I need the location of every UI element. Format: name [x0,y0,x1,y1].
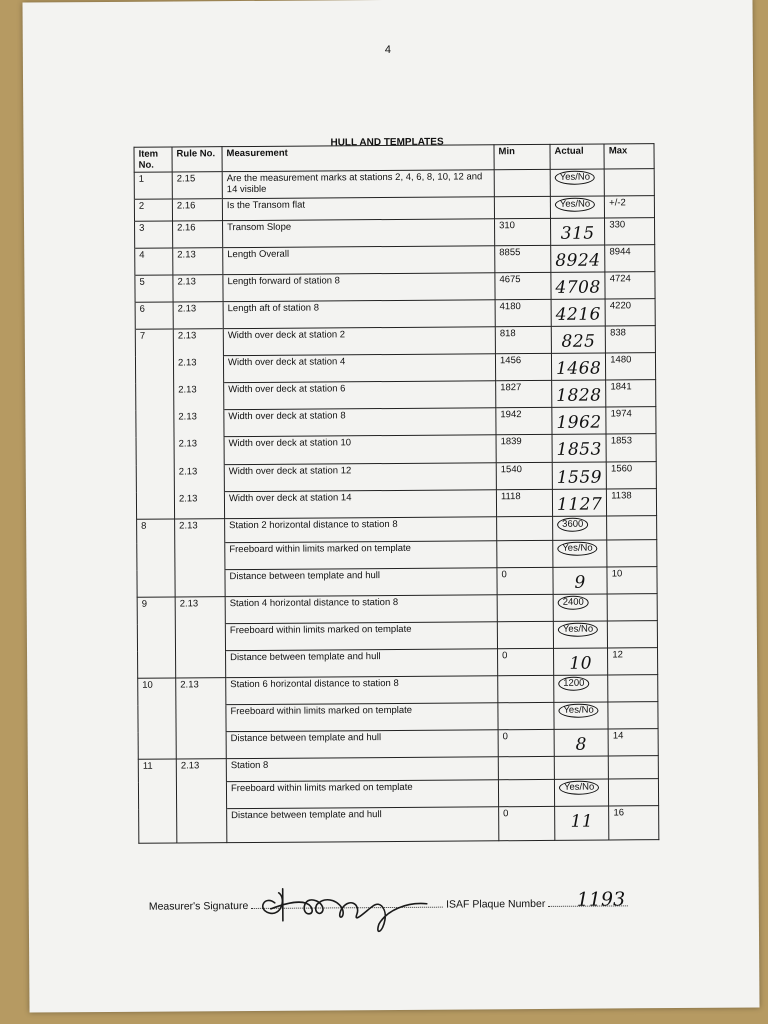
measurement-cell: Transom Slope [223,219,495,248]
measurement-cell: Freeboard within limits marked on template [225,541,497,570]
measurement-cell: Width over deck at station 6 [224,381,496,410]
min-cell [498,702,554,729]
item-number-cell: 4 [135,248,173,275]
max-cell: 12 [608,648,658,675]
min-cell [497,594,553,621]
table-row [138,675,658,706]
table-row [137,567,657,598]
handwritten-value: 1962 [556,412,602,433]
actual-cell [553,540,607,567]
rule-number-cell [176,782,226,809]
max-cell [609,756,659,779]
item-number-cell: 1 [134,172,172,199]
actual-cell [551,353,605,380]
actual-cell [550,169,604,196]
actual-cell [554,675,608,702]
actual-cell [553,594,607,621]
table-row [137,540,657,571]
min-cell: 1456 [495,353,551,380]
measurement-cell: Is the Transom flat [222,197,494,221]
item-number-cell [136,492,174,519]
measurement-cell: Width over deck at station 10 [224,435,496,465]
measurement-cell: Freeboard within limits marked on template [226,703,498,732]
yes-no-choice: Yes/No [555,171,595,185]
measurement-cell: Station 4 horizontal distance to station 8 [225,595,497,624]
actual-cell [553,621,607,648]
rule-number-cell: 2.13 [175,519,225,543]
handwritten-value: 8 [575,734,588,755]
table-row [135,353,655,384]
item-number-cell: 11 [138,759,176,782]
min-cell: 0 [499,806,555,840]
item-number-cell [138,732,176,759]
rule-number-cell: 2.16 [173,221,223,248]
max-cell: 8944 [605,245,655,272]
yes-no-choice: Yes/No [558,623,598,637]
item-number-cell [136,465,174,492]
measurement-table [133,143,659,844]
item-number-cell [138,651,176,678]
max-cell [607,540,657,567]
max-cell: 10 [607,567,657,594]
table-row [135,218,655,249]
measurement-cell: Freeboard within limits marked on template [225,622,497,651]
actual-cell [553,567,607,594]
max-cell [607,594,657,621]
table-row [136,434,656,466]
min-cell: 310 [495,218,551,245]
measurement-cell: Are the measurement marks at stations 2, 4, 6, 8, 10, 12 and 14 visible [222,170,494,199]
actual-cell [553,516,607,540]
min-cell [497,516,553,540]
item-number-cell: 8 [137,519,175,543]
handwritten-value: 11 [570,811,594,832]
rule-number-cell: 2.13 [173,275,223,302]
actual-cell [554,756,608,779]
max-cell: 16 [609,806,659,840]
item-number-cell [137,570,175,597]
circled-value: 2400 [558,596,589,610]
min-cell [494,196,550,218]
rule-number-cell [175,543,225,570]
handwritten-value: 1127 [556,494,603,515]
table-row [138,702,658,733]
max-cell: 14 [608,729,658,756]
measurement-cell: Station 8 [226,757,498,782]
measurement-cell: Width over deck at station 2 [223,327,495,356]
table-row [136,489,656,520]
column-header: Actual [550,144,604,169]
handwritten-value: 1828 [556,385,602,406]
measurement-cell: Distance between template and hull [225,568,497,597]
column-header: Max [604,144,654,169]
handwritten-signature [257,880,447,941]
rule-number-cell: 2.13 [173,329,223,356]
item-number-cell [138,705,176,732]
signature-label: Measurer's Signature [148,900,249,913]
rule-number-cell: 2.15 [172,172,222,199]
actual-cell [550,196,604,218]
item-number-cell [135,356,173,383]
max-cell [608,621,658,648]
min-cell: 4180 [495,299,551,326]
paper-sheet [22,0,759,1013]
item-number-cell: 6 [135,302,173,329]
actual-cell [555,806,610,840]
table-row [138,648,658,679]
actual-cell [554,779,608,806]
max-cell: 838 [606,326,656,353]
actual-cell [551,299,605,326]
table-row [136,407,656,438]
yes-no-choice: Yes/No [559,781,599,795]
circled-value: 3600 [557,518,588,532]
measurement-cell: Length forward of station 8 [223,273,495,302]
table-row [136,380,656,411]
actual-cell [552,434,606,462]
min-cell [497,540,553,567]
rule-number-cell: 2.16 [172,199,222,221]
item-number-cell: 9 [137,597,175,624]
min-cell: 0 [498,648,554,675]
max-cell: 330 [605,218,655,245]
max-cell: 1974 [606,407,656,434]
actual-cell [554,702,608,729]
handwritten-value: 1468 [555,358,602,379]
table-row [135,299,655,330]
item-number-cell: 10 [138,678,176,705]
measurement-cell: Station 6 horizontal distance to station 8 [226,676,498,705]
table-row [135,272,655,303]
yes-no-choice: Yes/No [557,542,597,556]
yes-no-choice: Yes/No [555,198,595,212]
measurement-cell: Width over deck at station 4 [223,354,495,383]
measurement-cell: Length Overall [223,246,495,275]
actual-cell [552,489,606,516]
max-cell [608,702,658,729]
actual-cell [551,218,605,245]
measurement-cell: Width over deck at station 14 [224,490,496,519]
max-cell: 1138 [607,489,657,516]
max-cell [604,169,654,196]
actual-cell [554,648,608,675]
rule-number-cell: 2.13 [173,248,223,275]
item-number-cell [137,624,175,651]
max-cell: 1841 [606,380,656,407]
max-cell: 1560 [606,462,656,489]
item-number-cell [136,437,174,465]
handwritten-value: 1853 [556,439,602,460]
item-number-cell [136,410,174,437]
min-cell: 818 [495,326,551,353]
min-cell: 4675 [495,272,551,299]
min-cell: 1118 [496,489,552,516]
max-cell: 1480 [606,353,656,380]
table-row [137,594,657,625]
table-header-row [134,144,654,173]
rule-number-cell: 2.13 [176,759,226,782]
column-header: Rule No. [172,147,222,172]
handwritten-value: 315 [560,223,595,244]
max-cell: 4220 [605,299,655,326]
max-cell: +/-2 [605,196,655,218]
item-number-cell: 3 [135,221,173,248]
max-cell: 4724 [605,272,655,299]
item-number-cell [139,809,177,843]
rule-number-cell: 2.13 [174,465,224,492]
max-cell [608,675,658,702]
handwritten-value: 825 [561,331,596,352]
measurement-cell: Freeboard within limits marked on template [226,780,498,809]
rule-number-cell: 2.13 [173,356,223,383]
handwritten-value: 4216 [555,304,602,325]
circled-value: 1200 [558,677,589,691]
rule-number-cell: 2.13 [174,410,224,437]
measurement-cell: Width over deck at station 12 [224,463,496,492]
item-number-cell: 7 [135,329,173,356]
item-number-cell [137,543,175,570]
rule-number-cell: 2.13 [174,492,224,519]
measurement-cell: Width over deck at station 8 [224,408,496,437]
actual-cell [554,729,608,756]
column-header: Item No. [134,147,172,172]
min-cell [498,779,554,806]
table-row [135,245,655,276]
max-cell: 1853 [606,434,656,462]
max-cell [607,516,657,540]
measurement-cell: Distance between template and hull [226,730,498,759]
table-title: HULL AND TEMPLATES [330,136,444,149]
plaque-label: ISAF Plaque Number [446,897,546,911]
table-row [137,516,657,544]
table-body [134,169,659,844]
rule-number-cell: 2.13 [174,437,224,465]
table-row [134,169,654,200]
rule-number-cell [176,651,226,678]
table-row [137,621,657,652]
max-cell [609,779,659,806]
min-cell [498,675,554,702]
handwritten-value: 8924 [555,250,601,271]
table-row [138,779,658,810]
handwritten-value: 9 [574,572,586,593]
rule-number-cell: 2.13 [173,302,223,329]
page-number: 4 [384,43,391,57]
rule-number-cell [177,809,227,843]
actual-cell [551,245,605,272]
plaque-number-handwritten: 1193 [576,888,626,911]
table-row [138,729,658,760]
rule-number-cell: 2.13 [176,678,226,705]
actual-cell [552,380,606,407]
rule-number-cell: 2.13 [175,597,225,624]
item-number-cell: 5 [135,275,173,302]
min-cell: 1540 [496,462,552,489]
yes-no-choice: Yes/No [558,704,598,718]
item-number-cell [136,383,174,410]
actual-cell [552,462,606,489]
measurement-cell: Distance between template and hull [226,649,498,678]
min-cell: 0 [498,729,554,756]
min-cell: 1839 [496,434,552,462]
item-number-cell [138,782,176,809]
rule-number-cell [176,732,226,759]
handwritten-value: 4708 [555,277,601,298]
min-cell [498,756,554,779]
measurement-cell: Station 2 horizontal distance to station 8 [225,517,497,543]
handwritten-value: 1559 [556,467,603,488]
min-cell: 1827 [496,380,552,407]
actual-cell [552,407,606,434]
handwritten-value: 10 [569,653,593,674]
min-cell: 8855 [495,245,551,272]
column-header: Min [494,144,550,169]
actual-cell [551,272,605,299]
column-header: Measurement [222,145,494,172]
measurement-cell: Distance between template and hull [227,807,499,843]
min-cell [497,621,553,648]
rule-number-cell: 2.13 [174,383,224,410]
rule-number-cell [175,624,225,651]
table-row [139,806,659,844]
rule-number-cell [176,705,226,732]
min-cell: 0 [497,567,553,594]
measurement-cell: Length aft of station 8 [223,300,495,329]
rule-number-cell [175,570,225,597]
min-cell [494,169,550,196]
table-row [136,462,656,493]
item-number-cell: 2 [134,199,172,221]
min-cell: 1942 [496,407,552,434]
table-row [135,326,655,357]
actual-cell [551,326,605,353]
